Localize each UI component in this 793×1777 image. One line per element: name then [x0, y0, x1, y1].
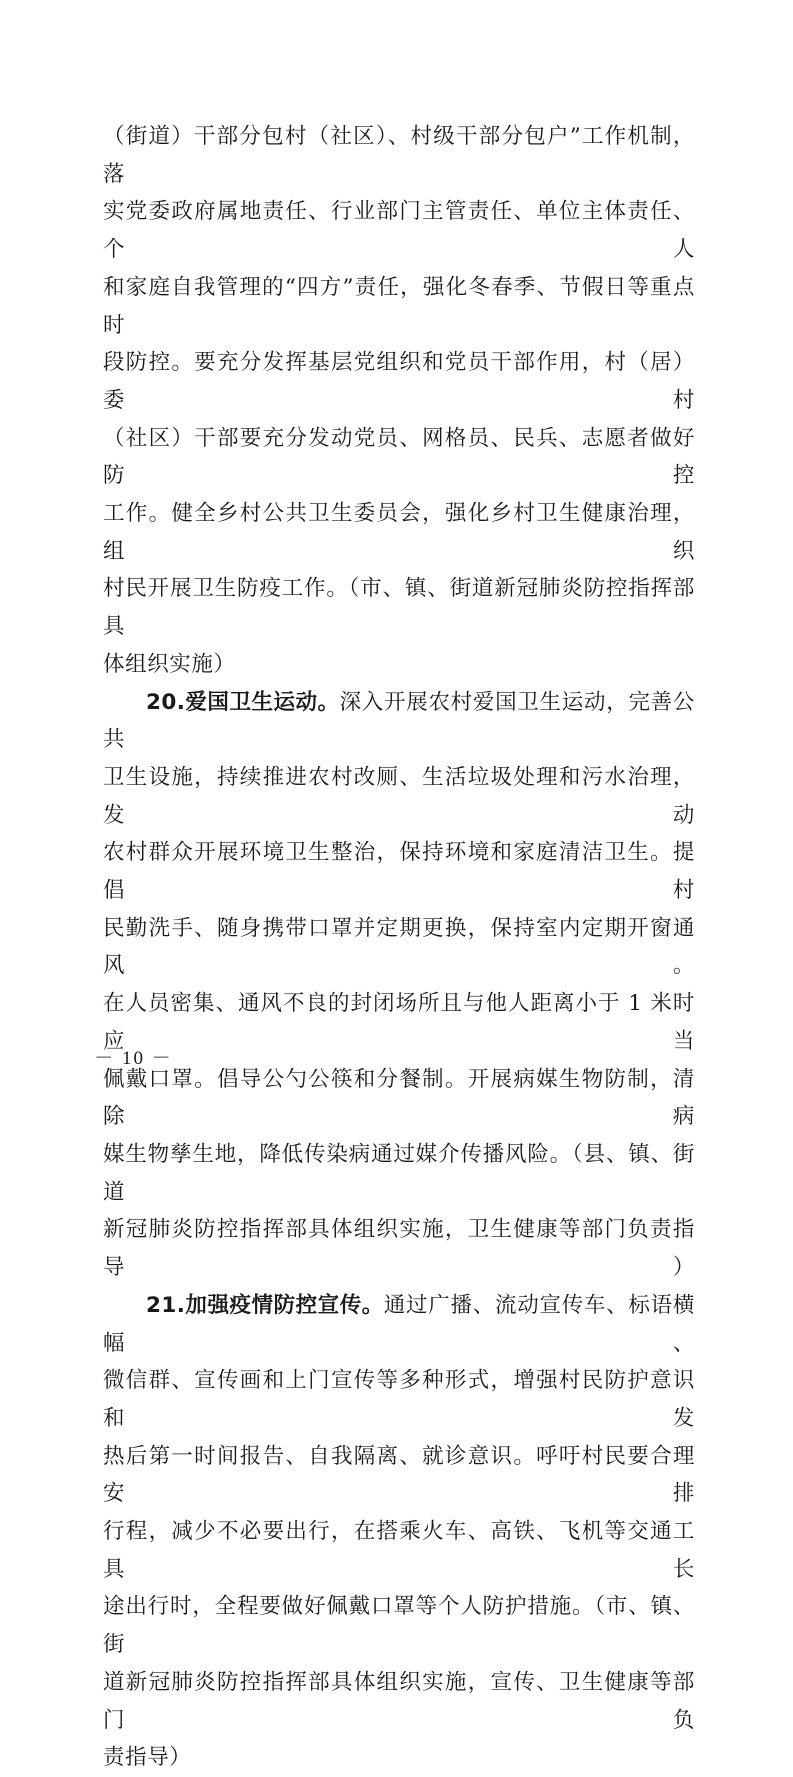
text-line: 途出行时，全程要做好佩戴口罩等个人防护措施。（市、镇、街	[103, 1594, 695, 1658]
text-line: 农村群众开展环境卫生整治，保持环境和家庭清洁卫生。提倡村	[103, 840, 695, 904]
text-line: （社区）干部要充分发动党员、网格员、民兵、志愿者做好防控	[103, 425, 695, 489]
page-number: － 10 －	[94, 1048, 173, 1069]
text-line: 民勤洗手、随身携带口罩并定期更换，保持室内定期开窗通风。	[103, 915, 695, 979]
text-line: 深入开展农村爱国卫生运动，完善公共	[103, 689, 695, 753]
paragraph-patriotic-health	[103, 684, 695, 1287]
text-line: （街道）干部分包村（社区）、村级干部分包户”工作机制，落	[103, 124, 695, 187]
section-heading-20: 20.爱国卫生运动。	[146, 689, 340, 715]
text-line: 卫生设施，持续推进农村改厕、生活垃圾处理和污水治理，发动	[103, 764, 695, 828]
text-line: 工作。健全乡村公共卫生委员会，强化乡村卫生健康治理，组织	[103, 501, 695, 564]
text-line: 村民开展卫生防疫工作。（市、镇、街道新冠肺炎防控指挥部具	[103, 576, 695, 640]
paragraph-work-mechanism	[103, 118, 695, 684]
paragraph-publicity	[103, 1287, 695, 1777]
text-line: 媒生物孳生地，降低传染病通过媒介传播风险。（县、镇、街道	[103, 1141, 695, 1205]
text-line: 通过广播、流动宣传车、标语横幅、	[103, 1292, 695, 1356]
text-line: 行程，减少不必要出行，在搭乘火车、高铁、飞机等交通工具长	[103, 1519, 695, 1582]
text-line: 热后第一时间报告、自我隔离、就诊意识。呼吁村民要合理安排	[103, 1443, 695, 1507]
section-heading-21: 21.加强疫情防控宣传。	[146, 1292, 384, 1318]
text-line-last: 体组织实施）	[103, 651, 236, 677]
text-line: 在人员密集、通风不良的封闭场所且与他人距离小于 1 米时应当	[103, 991, 695, 1054]
text-line: 和家庭自我管理的“四方”责任，强化冬春季、节假日等重点时	[103, 274, 695, 338]
text-line: 微信群、宣传画和上门宣传等多种形式，增强村民防护意识和发	[103, 1368, 695, 1431]
text-line: 道新冠肺炎防控指挥部具体组织实施，宣传、卫生健康等部门负	[103, 1669, 695, 1733]
text-line: 实党委政府属地责任、行业部门主管责任、单位主体责任、个人	[103, 199, 695, 263]
document-body	[103, 118, 695, 1777]
text-line: 段防控。要充分发挥基层党组织和党员干部作用，村（居）委村	[103, 350, 695, 413]
text-line-last: 责指导）	[103, 1745, 192, 1771]
text-line: 佩戴口罩。倡导公勺公筷和分餐制。开展病媒生物防制，清除病	[103, 1066, 695, 1130]
text-line: 新冠肺炎防控指挥部具体组织实施，卫生健康等部门负责指导）	[103, 1217, 695, 1281]
